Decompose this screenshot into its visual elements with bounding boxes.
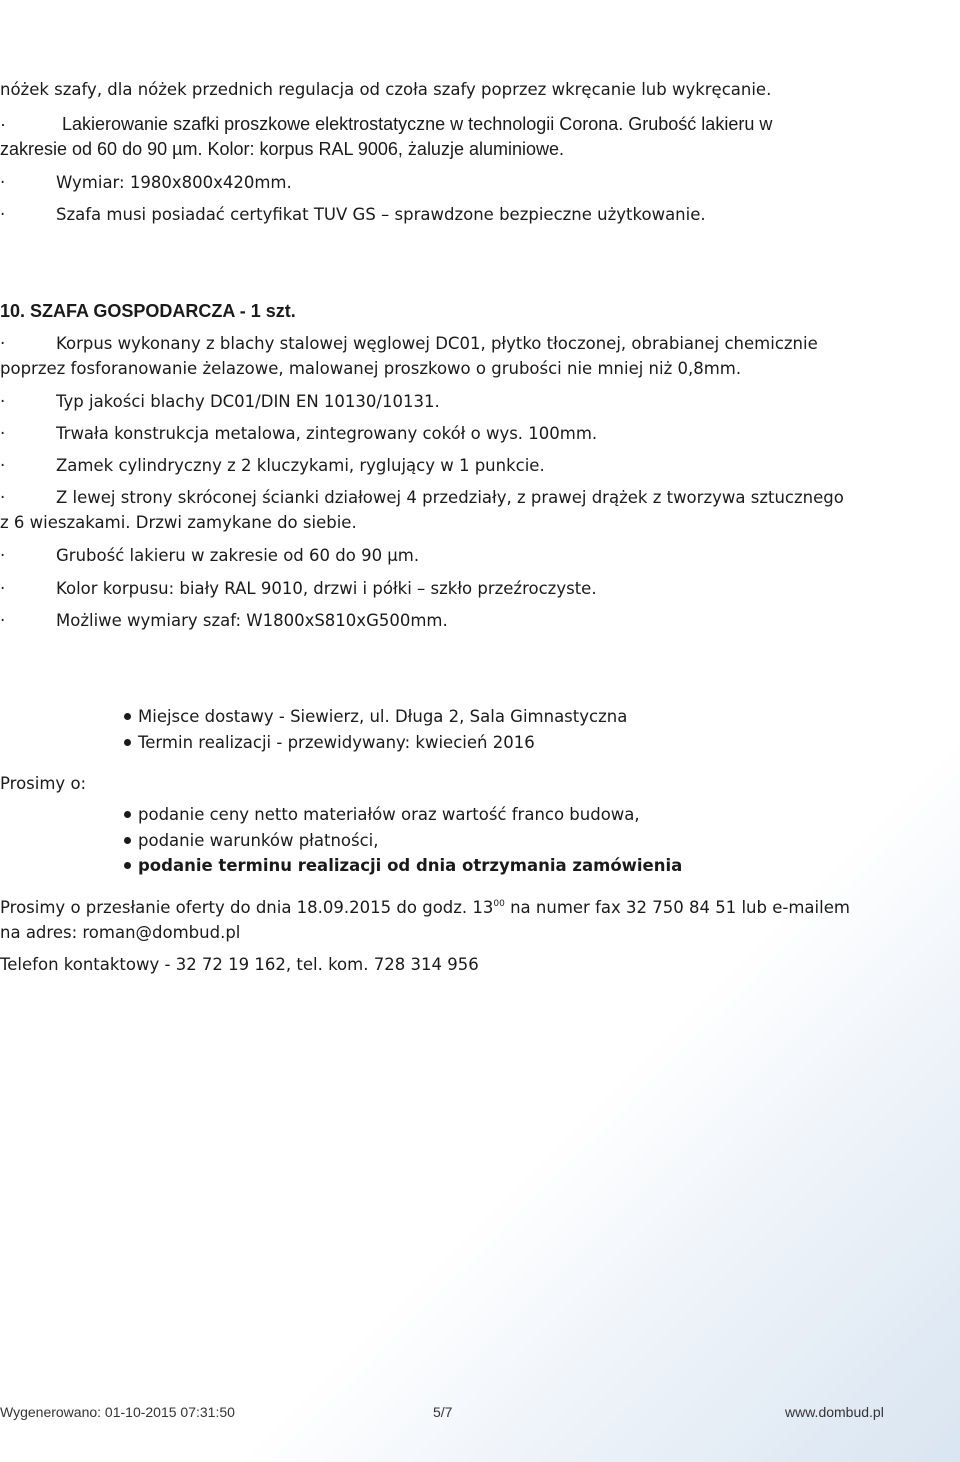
- bullet-marker: ·: [0, 114, 6, 134]
- bullet-dot-icon: [124, 862, 131, 869]
- spec-lewej-line2: z 6 wieszakami. Drzwi zamykane do siebie.: [0, 513, 357, 532]
- spec-zamek: · Zamek cylindryczny z 2 kluczykami, ryglujący w 1 punkcie.: [0, 454, 545, 478]
- bullet-marker: ·: [0, 173, 6, 192]
- time-superscript: 00: [493, 899, 505, 909]
- bullet-marker: ·: [0, 456, 6, 475]
- bullet-dot-icon: [124, 739, 131, 746]
- spec-wymiary: · Możliwe wymiary szaf: W1800xS810xG500mm.: [0, 609, 448, 633]
- bullet-marker: ·: [0, 579, 6, 598]
- spec-lakier-line2: zakresie od 60 do 90 µm. Kolor: korpus RAL 9006, żaluzje aluminiowe.: [0, 139, 565, 159]
- spec-korpus-line1: · Korpus wykonany z blachy stalowej węglowej DC01, płytko tłoczonej, obrabianej chemicznie: [0, 332, 818, 356]
- spec-grubosc: · Grubość lakieru w zakresie od 60 do 90 µm.: [0, 544, 419, 568]
- delivery-term: Termin realizacji - przewidywany: kwiecień 2016: [138, 733, 535, 752]
- bullet-marker: ·: [0, 424, 6, 443]
- bullet-marker: ·: [0, 205, 6, 224]
- bullet-marker: ·: [0, 546, 6, 565]
- spec-lakier-line1: · Lakierowanie szafki proszkowe elektrostatyczne w technologii Corona. Grubość lakieru w: [0, 114, 773, 134]
- spec-typ: · Typ jakości blachy DC01/DIN EN 10130/10131.: [0, 390, 440, 414]
- spec-kolor: · Kolor korpusu: biały RAL 9010, drzwi i półki – szkło przeźroczyste.: [0, 577, 597, 601]
- bullet-marker: ·: [0, 488, 6, 507]
- spec-korpus-line2: poprzez fosforanowanie żelazowe, malowanej proszkowo o grubości nie mniej niż 0,8mm.: [0, 359, 742, 378]
- continuation-line: nóżek szafy, dla nóżek przednich regulacja od czoła szafy poprzez wkręcanie lub wykręcanie.: [0, 80, 772, 99]
- contact-phone: Telefon kontaktowy - 32 72 19 162, tel. kom. 728 314 956: [0, 955, 479, 974]
- offer-line1: Prosimy o przesłanie oferty do dnia 18.09.2015 do godz. $13^{00}$ na numer fax 32 750 84 51 lub e-mailem: [0, 898, 850, 917]
- footer-page-number: 5/7: [433, 1404, 453, 1420]
- spec-certyfikat: · Szafa musi posiadać certyfikat TUV GS – sprawdzone bezpieczne użytkowanie.: [0, 203, 706, 227]
- bullet-dot-icon: [124, 837, 131, 844]
- footer-generated: Wygenerowano: 01-10-2015 07:31:50: [0, 1404, 235, 1420]
- bullet-marker: ·: [0, 334, 6, 353]
- spec-wymiar: · Wymiar: 1980x800x420mm.: [0, 171, 292, 195]
- request-label: Prosimy o:: [0, 774, 87, 793]
- section-heading: 10. SZAFA GOSPODARCZA - 1 szt.: [0, 301, 296, 321]
- bullet-dot-icon: [124, 811, 131, 818]
- bullet-marker: ·: [0, 392, 6, 411]
- bullet-marker: ·: [0, 611, 6, 630]
- delivery-place: Miejsce dostawy - Siewierz, ul. Długa 2, Sala Gimnastyczna: [138, 707, 628, 726]
- bullet-dot-icon: [124, 713, 131, 720]
- spec-trwala: · Trwała konstrukcja metalowa, zintegrowany cokół o wys. 100mm.: [0, 422, 597, 446]
- request-item-payment: podanie warunków płatności,: [138, 831, 379, 850]
- offer-email-line: na adres: roman@dombud.pl: [0, 923, 241, 942]
- request-item-deadline: podanie terminu realizacji od dnia otrzymania zamówienia: [138, 856, 683, 875]
- spec-lewej-line1: · Z lewej strony skróconej ścianki działowej 4 przedziały, z prawej drążek z tworzywa sztucznego: [0, 486, 844, 510]
- footer-site-link[interactable]: www.dombud.pl: [785, 1404, 884, 1420]
- request-item-price: podanie ceny netto materiałów oraz wartość franco budowa,: [138, 805, 640, 824]
